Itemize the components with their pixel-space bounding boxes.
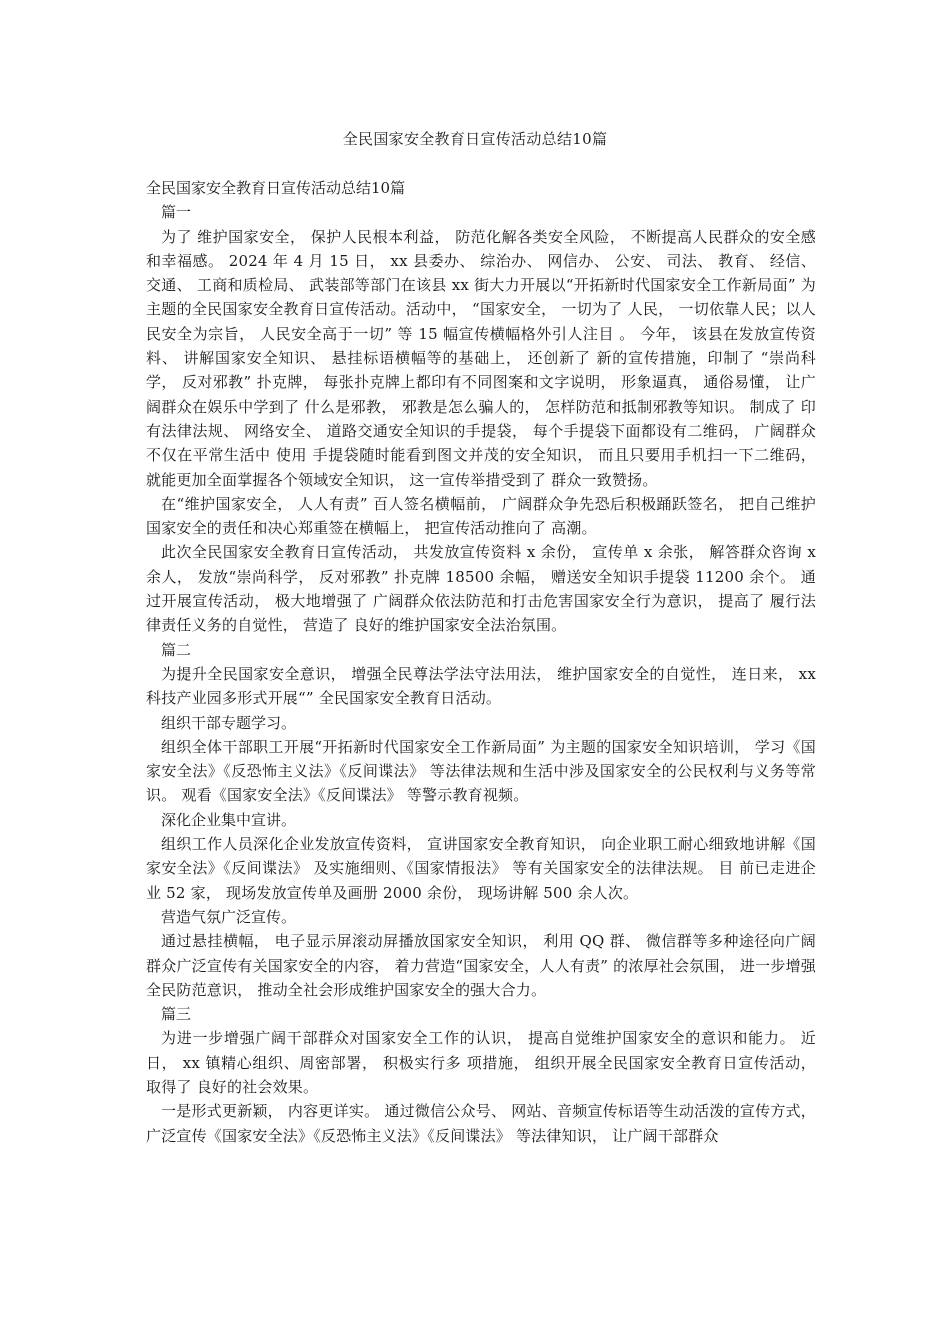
document-body <box>146 176 816 1148</box>
section-2-subtext-3: 通过悬挂横幅， 电子显示屏滚动屏播放国家安全知识， 利用 QQ 群、 微信群等多种途径向广阔群众广泛宣传有关国家安全的内容， 着力营造“国家安全，人人有责” 的浓厚社会氛围， 进一步增强全民防范意识， 推动全社会形成维护国家安全的强大合力。 <box>146 932 816 999</box>
section-1-paragraph-3: 此次全民国家安全教育日宣传活动， 共发放宣传资料 x 余份， 宣传单 x 余张， 解答群众咨询 x 余人， 发放“崇尚科学， 反对邪教” 扑克牌 18500 余幅， 赠送安全知识手提袋 11200 余个。 通过开展宣传活动， 极大地增强了 广阔群众依法防范和打击危害国家安全行为意识， 提高了 履行法律责任义务的自觉性， 营造了 良好的维护国家安全法治氛围。 <box>146 543 816 635</box>
document-title: 全民国家安全教育日宣传活动总结10篇 <box>146 179 406 197</box>
section-heading-1: 篇一 <box>161 203 192 222</box>
section-2-subtext-2: 组织工作人员深化企业发放宣传资料， 宣讲国家安全教育知识， 向企业职工耐心细致地讲解《国家安全法》《反间谍法》 及实施细则、《国家情报法》 等有关国家安全的法律法规。 目 前已走进企业 52 家， 现场发放宣传单及画册 2000 余份， 现场讲解 500 余人次。 <box>146 835 816 902</box>
section-2-subheading-1: 组织干部专题学习。 <box>161 713 297 732</box>
section-2-subheading-2: 深化企业集中宣讲。 <box>161 810 297 829</box>
section-1-paragraph-2: 在“维护国家安全， 人人有责” 百人签名横幅前， 广阔群众争先恐后积极踊跃签名， 把自己维护国家安全的责任和决心郑重签在横幅上， 把宣传活动推向了 高潮。 <box>146 494 816 538</box>
section-heading-3: 篇三 <box>161 1005 192 1024</box>
section-heading-2: 篇二 <box>161 640 192 659</box>
section-1-paragraph-1: 为了 维护国家安全， 保护人民根本利益， 防范化解各类安全风险， 不断提高人民群众的安全感和幸福感。 2024 年 4 月 15 日， xx 县委办、 综治办、 网信办、 公安、 司法、 教育、 经信、 交通、 工商和质检局、 武装部等部门在该县 xx 街大力开展以“开拓新时代国家安全工作新局面” 为主题的全民国家安全教育日宣传活动。活动中， “国家安全， 一切为了 人民， 一切依靠人民；以人民安全为宗旨， 人民安全高于一切” 等 15 幅宣传横幅格外引人注目 。 今年， 该县在发放宣传资料、 讲解国家安全知识、 悬挂标语横幅等的基础上， 还创新了 新的宣传措施，印制了 “崇尚科学， 反对邪教” 扑克牌， 每张扑克牌上都印有不同图案和文字说明， 形象逼真， 通俗易懂， 让广阔群众在娱乐中学到了 什么是邪教， 邪教是怎么骗人的， 怎样防范和抵制邪教等知识。 制成了 印有法律法规、 网络安全、 道路交通安全知识的手提袋， 每个手提袋下面都设有二维码， 广阔群众不仅在平常生活中 使用 手提袋随时能看到图文并茂的安全知识， 而且只要用手机扫一下二维码， 就能更加全面掌握各个领域安全知识， 这一宣传举措受到了 群众一致赞扬。 <box>146 227 816 489</box>
section-3-paragraph-2: 一是形式更新颖， 内容更详实。 通过微信公众号、 网站、音频宣传标语等生动活泼的宣传方式， 广泛宣传《国家安全法》《反恐怖主义法》《反间谍法》 等法律知识， 让广阔干部群众 <box>146 1102 816 1145</box>
section-2-subheading-3: 营造气氛广泛宣传。 <box>161 907 297 926</box>
section-2-intro: 为提升全民国家安全意识， 增强全民尊法学法守法用法， 维护国家安全的自觉性， 连日来， xx 科技产业园多形式开展“” 全民国家安全教育日活动。 <box>146 664 816 708</box>
section-3-paragraph-1: 为进一步增强广阔干部群众对国家安全工作的认识， 提高自觉维护国家安全的意识和能力。 近日， xx 镇精心组织、周密部署， 积极实行多 项措施， 组织开展全民国家安全教育日宣传活动， 取得了 良好的社会效果。 <box>146 1029 816 1096</box>
page-header-title: 全民国家安全教育日宣传活动总结10篇 <box>342 130 608 148</box>
section-2-subtext-1: 组织全体干部职工开展“开拓新时代国家安全工作新局面” 为主题的国家安全知识培训， 学习《国家安全法》《反恐怖主义法》《反间谍法》 等法律法规和生活中涉及国家安全的公民权利与义务等常识。 观看《国家安全法》《反间谍法》 等警示教育视频。 <box>146 737 816 805</box>
